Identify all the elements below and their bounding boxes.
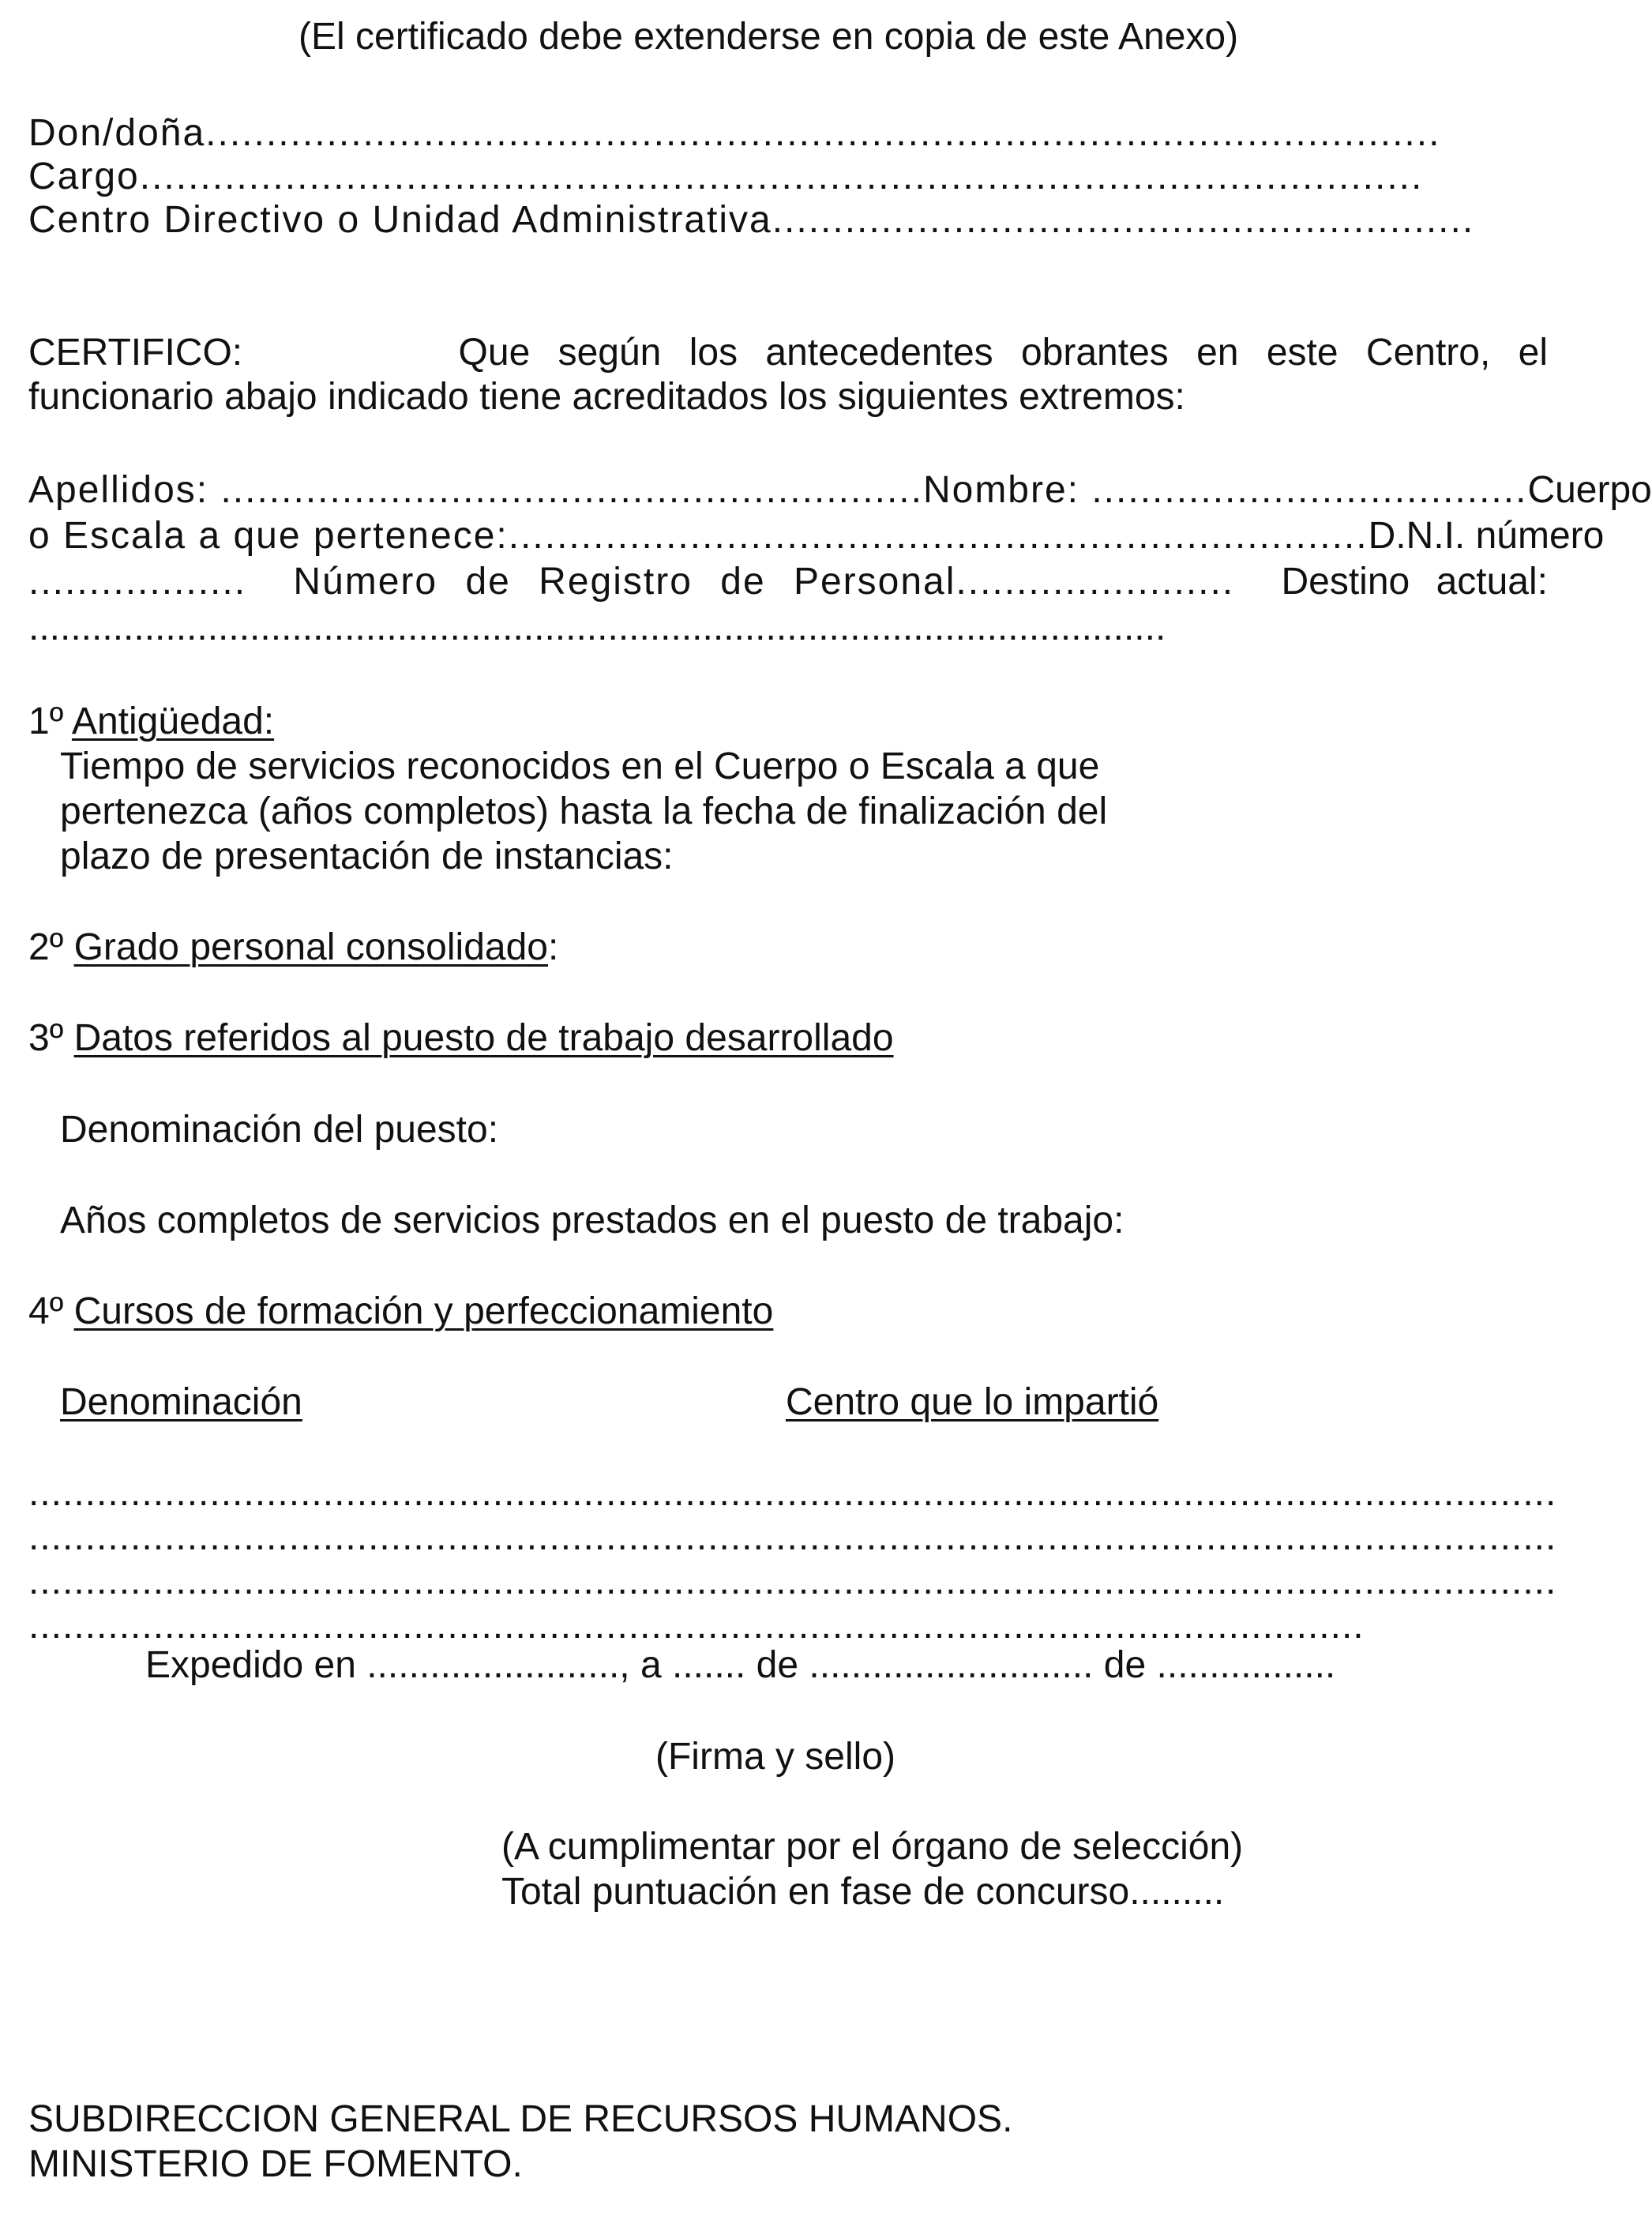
total-puntuacion: Total puntuación en fase de concurso......... xyxy=(501,1871,1225,1913)
nombre-field: Nombre: .................................... xyxy=(922,469,1528,511)
section-1-heading xyxy=(28,699,274,745)
section-4-title: Cursos de formación y perfeccionamiento xyxy=(73,1290,774,1332)
section-1-text-2: pertenezca (años completos) hasta la fecha de finalización del xyxy=(60,791,1108,832)
personal-row-2 xyxy=(28,513,1605,559)
firma-sello: (Firma y sello) xyxy=(655,1736,896,1778)
section-2-title: Grado personal consolidado xyxy=(73,926,548,968)
section-3-anos: Años completos de servicios prestados en el puesto de trabajo: xyxy=(60,1200,1124,1241)
section-2-number: 2º xyxy=(28,926,64,968)
field-cargo: Cargo.......................................................................................................... xyxy=(28,156,1424,197)
destino-label: Destino actual: xyxy=(1281,561,1548,603)
section-4-number: 4º xyxy=(28,1290,64,1332)
section-3-denominacion: Denominación del puesto: xyxy=(60,1109,499,1151)
escala-field: o Escala a que pertenece:....................................................................... xyxy=(28,515,1369,557)
section-4-col-denominacion: Denominación xyxy=(60,1381,302,1423)
field-don-dona: Don/doña...................................................................................................... xyxy=(28,112,1441,154)
section-1-text-1: Tiempo de servicios reconocidos en el Cuerpo o Escala a que xyxy=(60,745,1100,787)
footer-ministerio: MINISTERIO DE FOMENTO. xyxy=(28,2143,523,2185)
personal-row-1 xyxy=(28,468,1652,513)
course-row: ....................................................................................................................................... xyxy=(28,1516,1557,1558)
section-1-text-3: plazo de presentación de instancias: xyxy=(60,836,674,877)
cuerpo-label: Cuerpo xyxy=(1527,469,1652,511)
section-4-col-centro: Centro que lo impartió xyxy=(786,1381,1159,1423)
section-3-number: 3º xyxy=(28,1017,64,1059)
course-row: ....................................................................................................................................... xyxy=(28,1472,1557,1514)
course-row: ...................................................................................................................... xyxy=(28,1605,1365,1647)
certifico-text-2: funcionario abajo indicado tiene acreditados los siguientes extremos: xyxy=(28,376,1185,418)
field-centro: Centro Directivo o Unidad Administrativa.......................................................... xyxy=(28,199,1475,241)
certifico-text: Que según los antecedentes obrantes en este Centro, el xyxy=(458,332,1548,374)
dni-label: D.N.I. número xyxy=(1368,515,1605,557)
section-2-colon: : xyxy=(547,926,559,968)
header-note: (El certificado debe extenderse en copia de este Anexo) xyxy=(298,16,1239,58)
certifico-label: CERTIFICO: xyxy=(28,332,243,374)
section-4-heading xyxy=(28,1289,773,1335)
course-row: ....................................................................................................................................... xyxy=(28,1560,1557,1602)
registro-field: Número de Registro de Personal....................... xyxy=(293,561,1235,603)
section-3-title: Datos referidos al puesto de trabajo desarrollado xyxy=(73,1017,894,1059)
personal-row-3 xyxy=(28,559,1548,605)
expedido-line: Expedido en ........................, a ....... de ........................... de ................. xyxy=(145,1644,1336,1686)
destino-field: ............................................................................................................ xyxy=(28,607,1166,648)
organo-note: (A cumplimentar por el órgano de selección) xyxy=(501,1826,1244,1868)
section-2-heading xyxy=(28,925,558,971)
section-1-number: 1º xyxy=(28,700,64,742)
footer-subdireccion: SUBDIRECCION GENERAL DE RECURSOS HUMANOS. xyxy=(28,2098,1013,2140)
section-3-heading xyxy=(28,1016,894,1061)
section-1-title: Antigüedad: xyxy=(71,700,275,742)
dni-field: .................. xyxy=(28,561,247,603)
apellidos-field: Apellidos: .......................................................... xyxy=(28,469,923,511)
certifico-line xyxy=(28,330,1548,376)
